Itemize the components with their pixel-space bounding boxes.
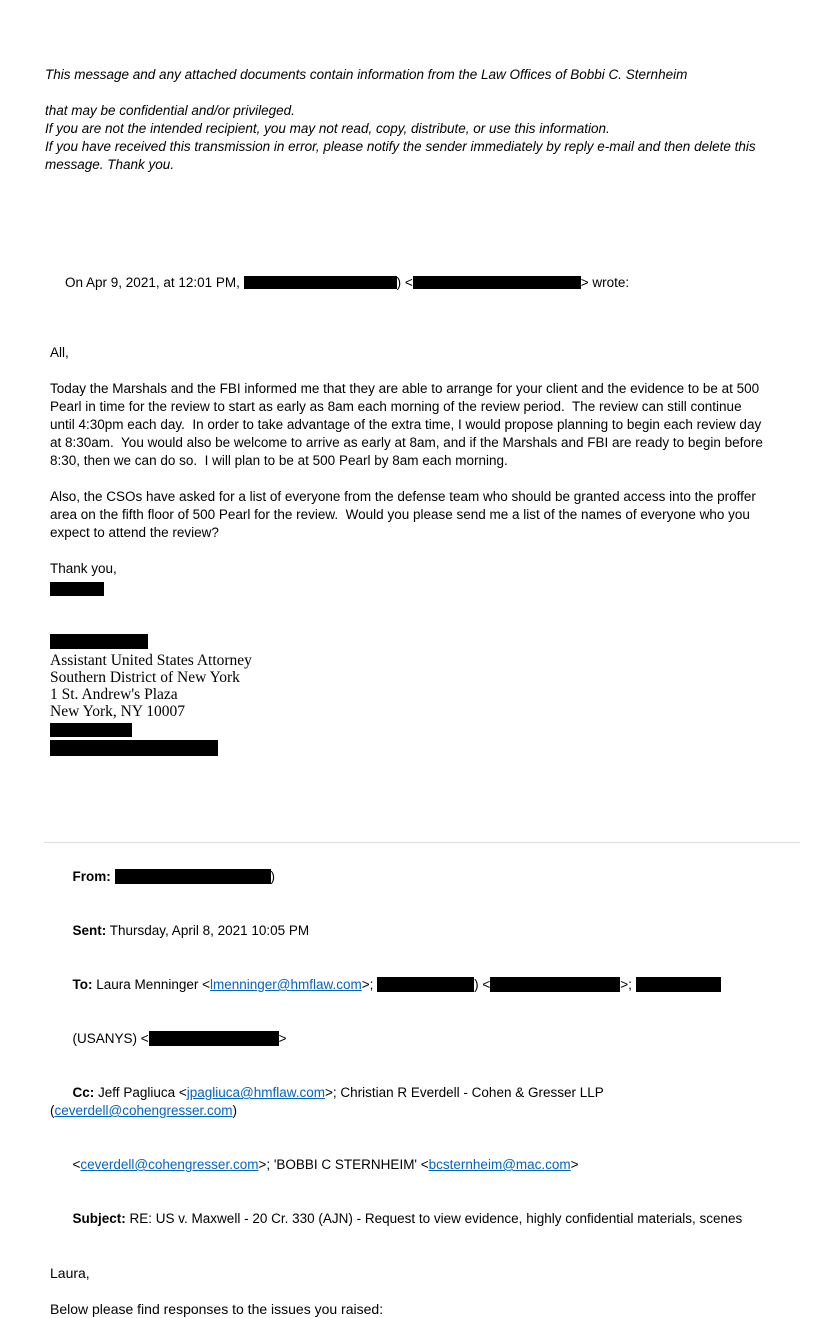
redaction-bar-from [115,869,271,884]
quoted-closing: Thank you, [50,561,117,576]
cc-bracket-close: > [570,1157,579,1172]
cc-bracket-open: < [72,1157,81,1172]
signature-address-1: 1 St. Andrew's Plaza [50,686,178,703]
header-subject-line [50,1192,770,1246]
to-sep-3: >; [620,977,636,992]
redaction-bar-to-1 [377,977,474,992]
cc-label: Cc: [72,1085,95,1100]
subject-label: Subject: [72,1211,126,1226]
header-to-line-2 [50,1012,770,1066]
redaction-bar-sender-name [244,276,397,289]
to-email-link-1[interactable]: lmenninger@hmflaw.com [209,977,362,992]
redaction-bar-to-usanys [149,1031,279,1046]
disclaimer-spacer [45,84,771,102]
signature-address-2: New York, NY 10007 [50,703,186,720]
sent-label: Sent: [72,923,107,938]
disclaimer-line-1: This message and any attached documents contain information from the Law Offices of Bobbi C. Sternheim [45,67,688,82]
to-label: To: [72,977,93,992]
redaction-bar-signoff-name [50,582,104,596]
confidentiality-disclaimer [45,66,771,174]
cc-email-link-4[interactable]: bcsternheim@mac.com [428,1157,571,1172]
to-usanys-prefix: (USANYS) < [72,1031,149,1046]
quoted-message-attribution [50,256,766,310]
cc-paren-close: ) [232,1103,238,1118]
cc-email-link-3[interactable]: ceverdell@cohengresser.com [80,1157,259,1172]
to-recipient-1: Laura Menninger < [96,977,210,992]
redaction-bar-signature-email [50,740,218,756]
from-label: From: [72,869,111,884]
redaction-bar-signature-phone [50,723,132,737]
signature-block [50,652,766,720]
attribution-suffix: > wrote: [580,275,630,290]
cc-recipient-1: Jeff Pagliuca < [98,1085,187,1100]
quoted-greeting: All, [50,345,69,360]
header-sent-line [50,904,770,958]
reply-intro: Below please find responses to the issues you raised: [50,1301,384,1317]
redaction-bar-to-2 [490,977,620,992]
signature-title: Assistant United States Attorney [50,652,252,669]
header-cc-line-1 [50,1066,770,1138]
attribution-prefix: On Apr 9, 2021, at 12:01 PM, [65,275,244,290]
header-from-line [50,850,770,904]
reply-greeting: Laura, [50,1265,90,1281]
email-document-page [0,66,816,1317]
reply-header-block [50,850,770,1246]
attribution-mid: ) < [396,275,413,290]
signature-district: Southern District of New York [50,669,240,686]
quoted-paragraph-1: Today the Marshals and the FBI informed me that they are able to arrange for your client and the evidence to be at 500 Pearl in time for the review to start as early as 8am each morning of the review period. The review can still continue until 4:30pm each day. In order to take advantage of the extra time, I would propose planning to begin each review day at 8:30am. You would also be welcome to arrive as early at 8am, and if the Marshals and FBI are ready to begin before 8:30, then we can do so. I will plan to be at 500 Pearl by 8am each morning. [50,381,767,468]
disclaimer-line-4: If you have received this transmission in error, please notify the sender immediately by reply e-mail and then delete this message. Thank you. [45,139,756,172]
from-suffix: ) [270,869,276,884]
subject-value: RE: US v. Maxwell - 20 Cr. 330 (AJN) - Request to view evidence, highly confidential materials, scenes [129,1211,743,1226]
redaction-bar-sender-email [413,276,581,289]
cc-recipient-2: >; Christian R Everdell - Cohen & Gresser LLP ( [50,1085,608,1118]
header-divider-rule [44,842,800,843]
header-to-line-1 [50,958,770,1012]
redaction-bar-to-3 [636,977,721,992]
disclaimer-line-2: that may be confidential and/or privileged. [45,103,295,118]
to-usanys-suffix: > [278,1031,287,1046]
redaction-bar-signature-name [50,634,148,649]
quoted-paragraph-2: Also, the CSOs have asked for a list of everyone from the defense team who should be granted access into the proffer area on the fifth floor of 500 Pearl for the review. Would you please send me a list of the names of everyone who you expect to attend the review? [50,489,760,540]
sent-value: Thursday, April 8, 2021 10:05 PM [109,923,310,938]
to-sep-2: ) < [474,977,491,992]
header-cc-line-2 [50,1138,770,1192]
cc-email-link-2[interactable]: ceverdell@cohengresser.com [54,1103,233,1118]
cc-recipient-3: >; 'BOBBI C STERNHEIM' < [258,1157,429,1172]
disclaimer-line-3: If you are not the intended recipient, you may not read, copy, distribute, or use this information. [45,121,610,136]
cc-email-link-1[interactable]: jpagliuca@hmflaw.com [186,1085,325,1100]
to-sep-1: >; [361,977,378,992]
